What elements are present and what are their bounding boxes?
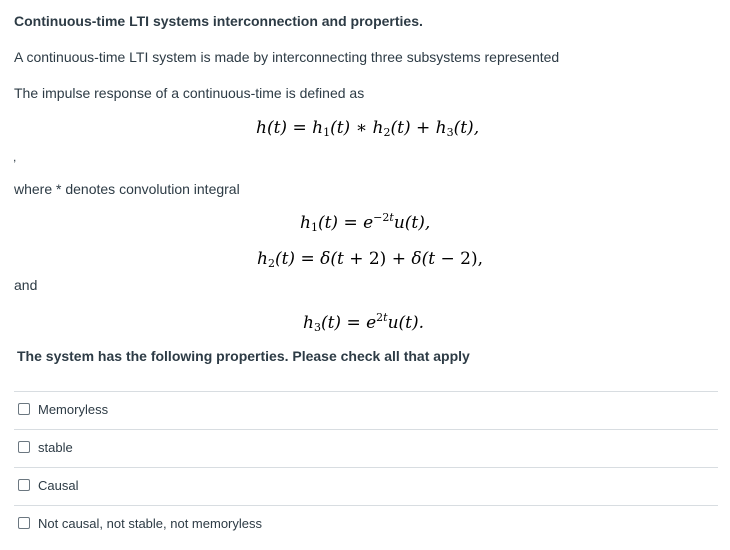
equation-h: $h(t) = h_1(t)$ ∗ $h_2(t) + h_3(t)$, <box>256 118 480 139</box>
option-label: Causal <box>38 477 79 493</box>
intro-text: A continuous-time LTI system is made by interconnecting three subsystems represented <box>14 49 560 65</box>
and-text: and <box>14 277 38 293</box>
checkbox[interactable] <box>18 517 30 529</box>
option-label: Not causal, not stable, not memoryless <box>38 515 262 531</box>
impulse-response-text: The impulse response of a continuous-time is defined as <box>14 85 365 101</box>
option-label: stable <box>38 439 73 455</box>
checkbox[interactable] <box>18 441 30 453</box>
stray-comma: , <box>13 150 17 164</box>
checkbox[interactable] <box>18 479 30 491</box>
question-prompt: The system has the following properties. Please check all that apply <box>17 348 470 364</box>
option-not-causal-not-stable-not-memoryless[interactable] <box>18 514 262 532</box>
checkbox[interactable] <box>18 403 30 415</box>
option-causal[interactable] <box>18 476 78 494</box>
option-memoryless[interactable] <box>18 400 108 418</box>
where-text: where * denotes convolution integral <box>14 181 240 197</box>
question-title: Continuous-time LTI systems interconnection and properties. <box>14 13 423 29</box>
divider <box>14 391 718 392</box>
divider <box>14 505 718 506</box>
divider <box>14 429 718 430</box>
equation-h2: $h_2(t) = \delta(t + 2) + \delta(t - 2)$, <box>257 249 483 270</box>
option-label: Memoryless <box>38 401 109 417</box>
option-stable[interactable] <box>18 438 73 456</box>
equation-h1: $h_1(t) = e^{-2t}u(t)$, <box>300 211 431 234</box>
divider <box>14 467 718 468</box>
equation-h3: $h_3(t) = e^{2t}u(t)$. <box>303 311 425 334</box>
